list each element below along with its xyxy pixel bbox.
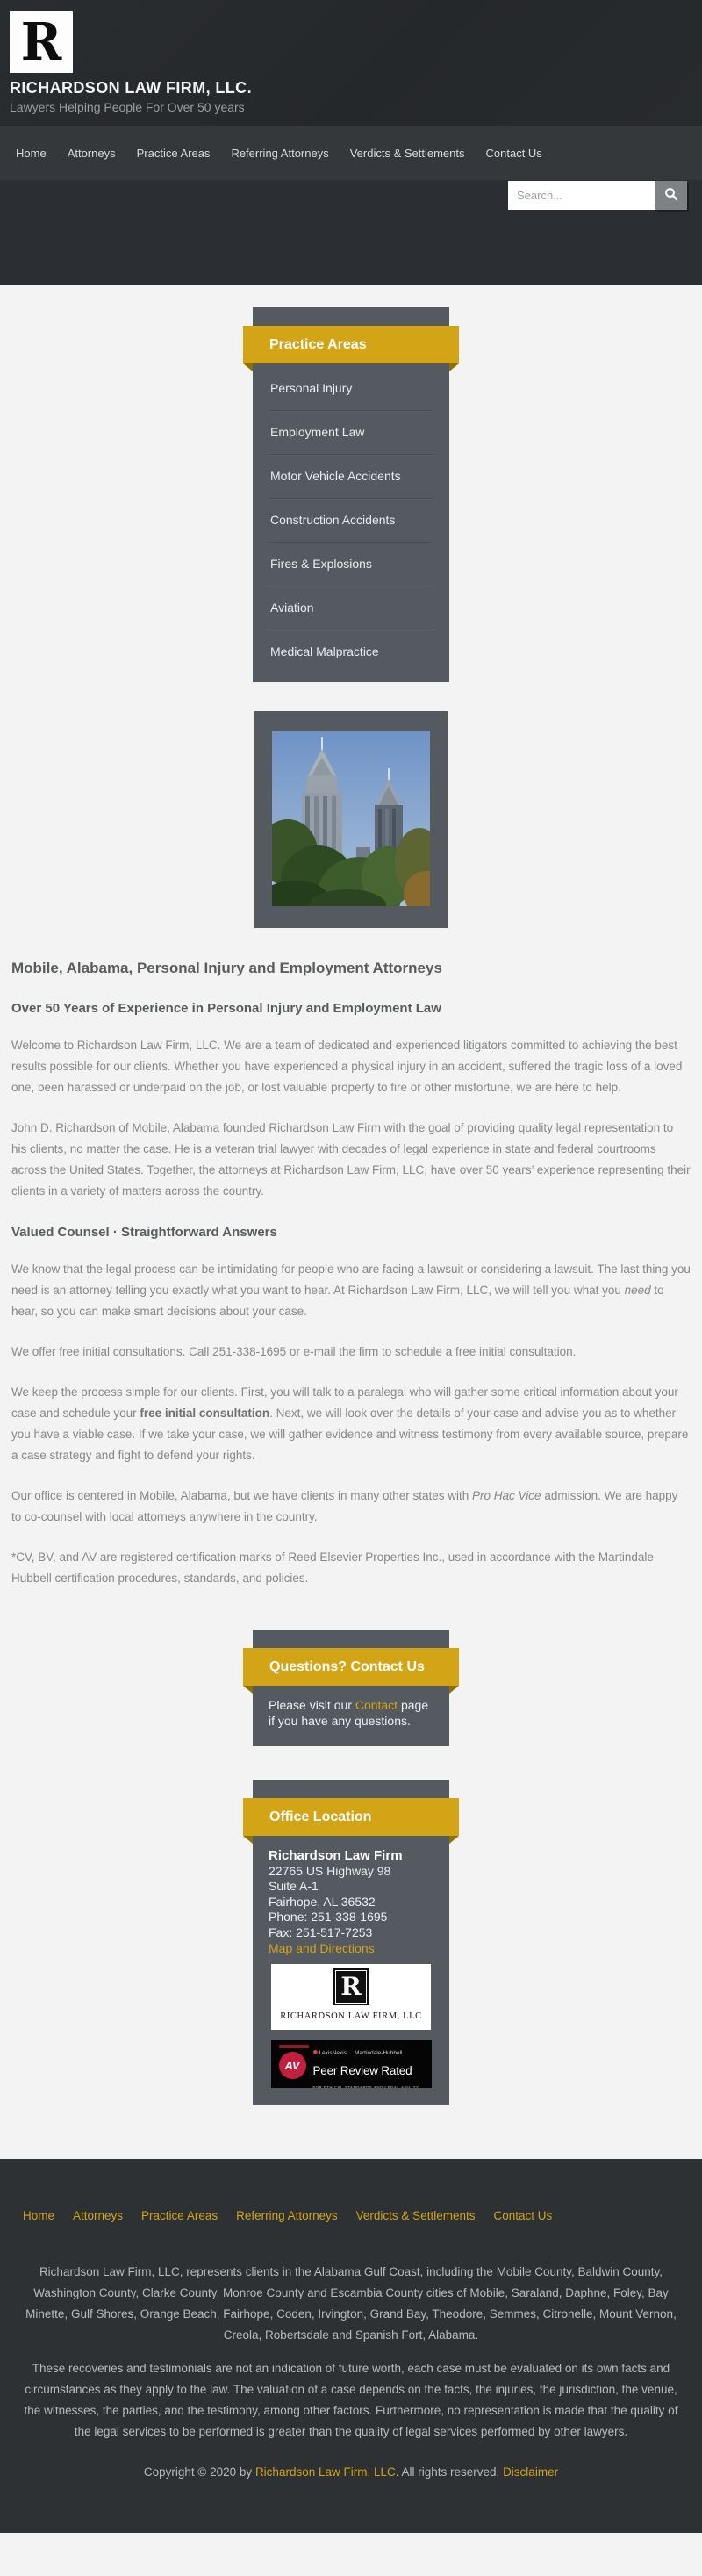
practice-item-employment-law[interactable]: Employment Law bbox=[269, 411, 433, 455]
practice-item-aviation[interactable]: Aviation bbox=[269, 586, 433, 630]
questions-contact-ribbon: Questions? Contact Us bbox=[243, 1648, 459, 1686]
nav-item-referring-attorneys[interactable]: Referring Attorneys bbox=[231, 147, 329, 160]
paragraph-founder: John D. Richardson of Mobile, Alabama founded Richardson Law Firm with the goal of providing quality legal representation to his clients, no matter the case. He is a veteran trial lawyer with decades of legal experience in state and federal courtrooms across the United States. Together, the attorneys at Richardson Law Firm, LLC, have over 50 years’ experience representing their clients in a variety of matters across the country. bbox=[11, 1121, 691, 1198]
office-location-widget bbox=[253, 1780, 449, 2105]
practice-item-motor-vehicle-accidents[interactable]: Motor Vehicle Accidents bbox=[269, 455, 433, 499]
office-location-ribbon: Office Location bbox=[243, 1798, 459, 1836]
practice-item-medical-malpractice[interactable]: Medical Malpractice bbox=[270, 644, 379, 658]
practice-areas-widget bbox=[253, 307, 449, 682]
magnifier-icon bbox=[664, 187, 678, 204]
paragraph-welcome: Welcome to Richardson Law Firm, LLC. We are a team of dedicated and experienced litigators committed to achieving the best results possible for our clients. Whether you have experienced a physical injury in an accident, suffered the tragic loss of a loved one, been harassed or underpaid on the job, or lost valuable property to fire or other misfortune, we are here to help. bbox=[11, 1039, 683, 1094]
office-address-street: 22765 US Highway 98 bbox=[269, 1863, 391, 1878]
firm-logo-card-caption: RICHARDSON LAW FIRM, LLC bbox=[280, 2011, 422, 2021]
search-button[interactable] bbox=[655, 181, 687, 210]
office-phone: Phone: 251-338-1695 bbox=[269, 1910, 388, 1924]
office-address-suite: Suite A-1 bbox=[269, 1879, 319, 1893]
av-peer-review-badge bbox=[271, 2040, 432, 2088]
page-title: Mobile, Alabama, Personal Injury and Employment Attorneys bbox=[11, 960, 442, 976]
questions-contact-body: Please visit our Contact page if you have any questions. bbox=[269, 1698, 429, 1728]
practice-item-construction-accidents[interactable]: Construction Accidents bbox=[269, 499, 433, 543]
main-nav bbox=[0, 126, 702, 180]
martindale-hubbell-label: Martindale-Hubbell bbox=[354, 2050, 403, 2056]
skyline-photo-widget bbox=[254, 711, 448, 928]
nav-item-verdicts-settlements[interactable]: Verdicts & Settlements bbox=[349, 147, 465, 160]
nav-item-practice-areas[interactable]: Practice Areas bbox=[136, 147, 211, 160]
av-badge-fineprint: FOR ETHICAL STANDARDS AND LEGAL ABILITY bbox=[312, 2085, 419, 2088]
footer-nav-verdicts-settlements[interactable]: Verdicts & Settlements bbox=[355, 2209, 476, 2222]
practice-areas-list bbox=[253, 363, 449, 682]
av-rating-icon: AV bbox=[279, 2052, 306, 2079]
site-footer bbox=[0, 2159, 702, 2533]
subheading-valued-counsel: Valued Counsel · Straightforward Answers bbox=[11, 1225, 277, 1240]
av-badge-text bbox=[313, 2040, 432, 2088]
hero-band bbox=[0, 180, 702, 285]
map-directions-link[interactable]: Map and Directions bbox=[269, 1941, 375, 1955]
practice-areas-ribbon: Practice Areas bbox=[243, 326, 459, 363]
footer-nav-contact-us[interactable]: Contact Us bbox=[493, 2209, 553, 2222]
paragraph-free-consultations: We offer free initial consultations. Call 251-338-1695 or e-mail the firm to schedule a free initial consultation. bbox=[11, 1345, 577, 1358]
av-badge-red-fineprint bbox=[279, 2045, 309, 2048]
footer-region-text: Richardson Law Firm, LLC, represents clients in the Alabama Gulf Coast, including the Mobile County, Baldwin County, Washington County, Clarke County, Monroe County and Escambia County cities of Mobile, Saraland, Daphne, Foley, Bay Minette, Gulf Shores, Orange Beach, Fairhope, Coden, Irvington, Grand Bay, Theodore, Semmes, Citronelle, Mount Vernon, Creola, Robertsdale and Spanish Fort, Alabama. bbox=[25, 2265, 677, 2342]
firm-logo-card-letter: R bbox=[333, 1968, 369, 2005]
page-content bbox=[0, 960, 702, 1589]
firm-logo-letter: R bbox=[20, 11, 62, 73]
office-firm-name: Richardson Law Firm bbox=[269, 1848, 403, 1863]
lexisnexis-label: LexisNexis bbox=[313, 2046, 347, 2062]
footer-nav-practice-areas[interactable]: Practice Areas bbox=[141, 2209, 218, 2222]
practice-item-personal-injury[interactable]: Personal Injury bbox=[269, 367, 433, 411]
footer-nav-attorneys[interactable]: Attorneys bbox=[73, 2209, 124, 2222]
paragraph-simple-process: We keep the process simple for our clients. First, you will talk to a paralegal who will gather some critical information about your case and schedule your free initial consultation. Next, we will look over the details of your case and advise you as to whether you have a viable case. If we take your case, we will gather evidence and witness testimony from every available source, prepare a case strategy and fight to defend your rights. bbox=[11, 1385, 689, 1462]
paragraph-office-location: Our office is centered in Mobile, Alabama, but we have clients in many other states with Pro Hac Vice admission. We are happy to co-counsel with local attorneys anywhere in the country. bbox=[11, 1489, 678, 1523]
lexisnexis-dot-icon bbox=[313, 2050, 318, 2054]
nav-item-contact-us[interactable]: Contact Us bbox=[485, 147, 542, 160]
copyright-line: Copyright © 2020 by Richardson Law Firm, LLC. All rights reserved. Disclaimer bbox=[143, 2465, 559, 2479]
nav-item-home[interactable]: Home bbox=[16, 147, 47, 160]
search-input[interactable] bbox=[508, 181, 655, 210]
site-tagline: Lawyers Helping People For Over 50 years bbox=[10, 100, 245, 114]
office-address-city: Fairhope, AL 36532 bbox=[269, 1894, 376, 1909]
questions-contact-widget bbox=[253, 1630, 449, 1746]
office-fax: Fax: 251-517-7253 bbox=[269, 1925, 373, 1939]
av-badge-brands bbox=[313, 2046, 432, 2062]
search-bar bbox=[508, 181, 687, 210]
subheading-experience: Over 50 Years of Experience in Personal Injury and Employment Law bbox=[11, 1001, 441, 1016]
firm-logo[interactable] bbox=[10, 11, 73, 73]
paragraph-certification-note: *CV, BV, and AV are registered certification marks of Reed Elsevier Properties Inc., used in accordance with the Martindale-Hubbell certification procedures, standards, and policies. bbox=[11, 1551, 658, 1585]
main-area bbox=[0, 307, 702, 2132]
site-header bbox=[0, 0, 702, 126]
mobile-skyline-photo bbox=[272, 731, 430, 906]
site-title: RICHARDSON LAW FIRM, LLC. bbox=[10, 79, 252, 97]
office-location-body bbox=[253, 1836, 449, 2105]
footer-nav-home[interactable]: Home bbox=[23, 2209, 55, 2222]
practice-item-fires-explosions[interactable]: Fires & Explosions bbox=[269, 543, 433, 586]
firm-logo-card bbox=[271, 1964, 431, 2031]
footer-nav bbox=[0, 2209, 702, 2222]
peer-review-rated-label: Peer Review Rated bbox=[312, 2063, 412, 2077]
nav-item-attorneys[interactable]: Attorneys bbox=[67, 147, 116, 160]
footer-disclaimer-text: These recoveries and testimonials are not an indication of future worth, each case must be evaluated on its own facts and circumstances as they apply to the law. The valuation of a case depends on the facts, the injuries, the jurisdiction, the venue, the witnesses, the parties, and the testimony, among other factors. Furthermore, no representation is made that the quality of the legal services to be performed is greater than the quality of legal services performed by other lawyers. bbox=[24, 2362, 678, 2438]
paragraph-legal-process: We know that the legal process can be intimidating for people who are facing a lawsuit or considering a lawsuit. The last thing you need is an attorney telling you exactly what you want to hear. At Richardson Law Firm, LLC, we will tell you what you need to hear, so you can make smart decisions about your case. bbox=[11, 1263, 691, 1318]
footer-nav-referring-attorneys[interactable]: Referring Attorneys bbox=[236, 2209, 338, 2222]
